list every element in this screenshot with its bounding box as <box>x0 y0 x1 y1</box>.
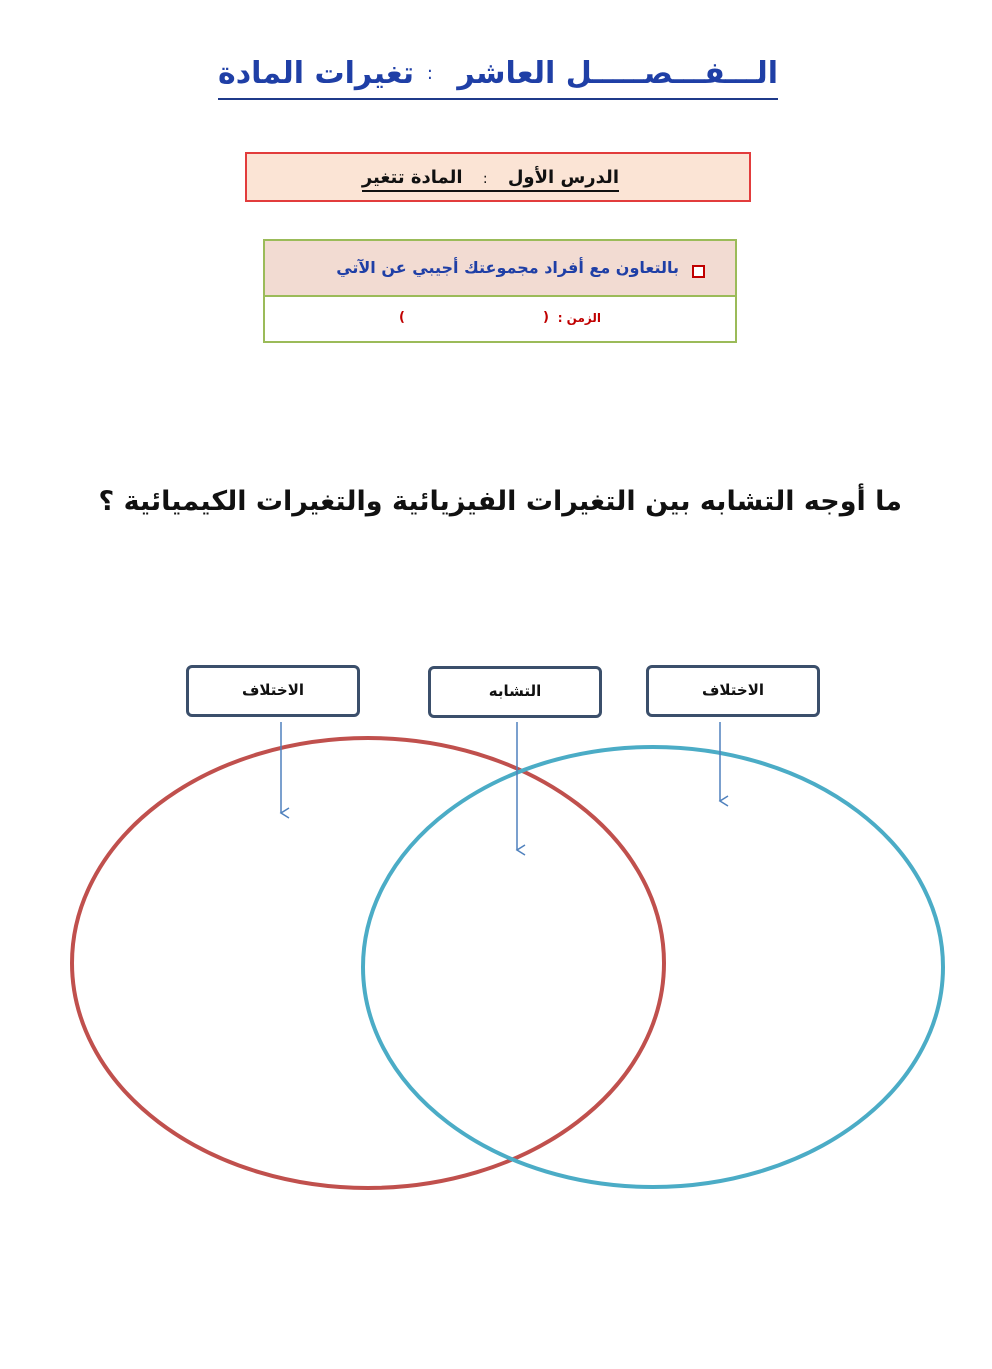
question-text: ما أوجه التشابه بين التغيرات الفيزيائية والتغيرات الكيميائية ؟ <box>98 486 902 517</box>
difference-right-box: الاختلاف <box>646 665 820 717</box>
time-paren-open: ( <box>543 310 549 325</box>
checkbox-icon <box>692 265 705 278</box>
chapter-name: الـــفـــصـــــل العاشر <box>457 56 778 91</box>
lesson-number: الدرس الأول <box>507 167 619 188</box>
task-instruction: بالتعاون مع أفراد مجموعتك أجيبي عن الآتي <box>336 258 679 277</box>
venn-diagram <box>0 650 992 1214</box>
time-paren-close: ) <box>399 310 405 325</box>
task-instruction-row <box>265 241 735 297</box>
right-circle <box>363 747 943 1187</box>
chapter-subject: تغيرات المادة <box>218 56 415 91</box>
similarity-box: التشابه <box>428 666 602 718</box>
lesson-title: المادة تتغير <box>361 167 463 188</box>
task-box <box>263 239 737 343</box>
venn-svg <box>0 650 992 1210</box>
difference-left-box: الاختلاف <box>186 665 360 717</box>
lesson-box <box>245 152 751 202</box>
lesson-separator: : <box>482 171 488 187</box>
time-row <box>265 297 735 341</box>
left-circle <box>72 738 664 1188</box>
chapter-title-separator: : <box>426 63 433 84</box>
time-label: الزمن : <box>557 311 601 325</box>
chapter-title <box>218 50 778 100</box>
lesson-heading <box>362 167 619 192</box>
